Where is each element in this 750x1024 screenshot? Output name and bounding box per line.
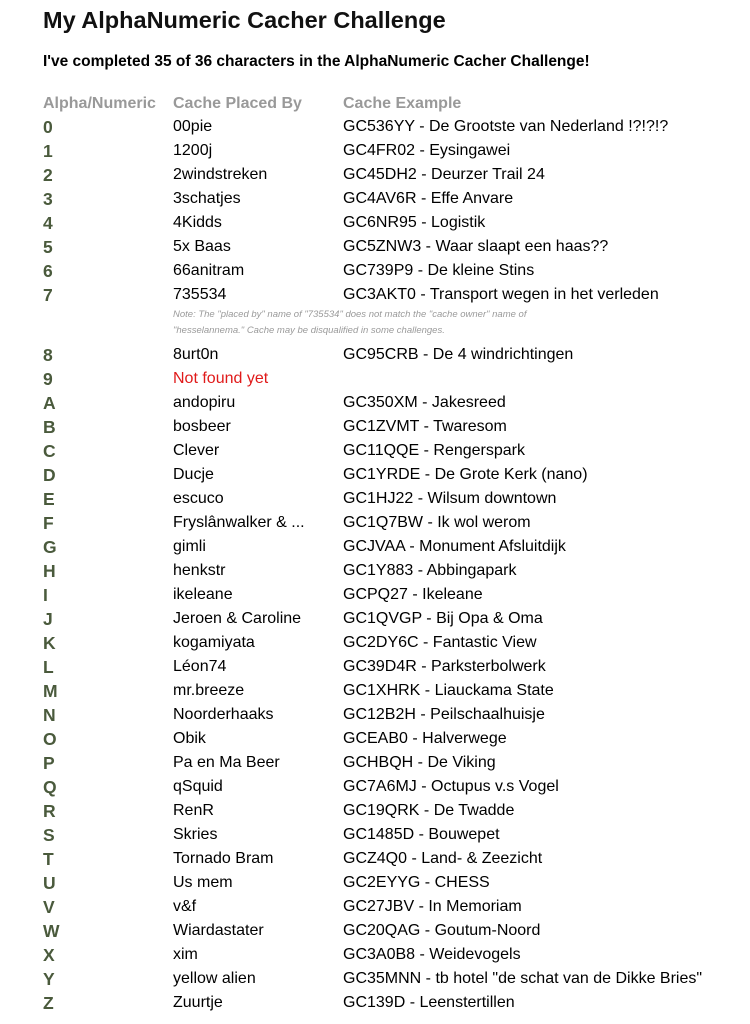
row-cache-example: GC1YRDE - De Grote Kerk (nano) — [343, 466, 588, 483]
row-placed-by: 3schatjes — [173, 190, 241, 207]
table-row — [43, 511, 743, 535]
table-row — [43, 415, 743, 439]
row-cache-example: GCJVAA - Monument Afsluitdijk — [343, 538, 566, 555]
row-cache-example: GC45DH2 - Deurzer Trail 24 — [343, 166, 545, 183]
row-cache-example: GC20QAG - Goutum-Noord — [343, 922, 541, 939]
row-cache-example: GC4FR02 - Eysingawei — [343, 142, 511, 159]
row-cache-example: GCEAB0 - Halverwege — [343, 730, 507, 747]
row-character: 6 — [43, 261, 53, 281]
row-character: 1 — [43, 141, 53, 161]
row-cache-example: GC6NR95 - Logistik — [343, 214, 486, 231]
row-character: 9 — [43, 369, 53, 389]
row-cache-example: GC2DY6C - Fantastic View — [343, 634, 537, 651]
table-row — [43, 943, 743, 967]
note-text: Note: The "placed by" name of "735534" does not match the "cache owner" name of "hesselannema." Cache may be disqualified in some challenges. — [173, 309, 527, 336]
row-placed-by: v&f — [173, 898, 197, 915]
table-row — [43, 439, 743, 463]
row-character: O — [43, 729, 57, 749]
row-placed-by: andopiru — [173, 394, 236, 411]
row-character: B — [43, 417, 56, 437]
header-cache-placed-by: Cache Placed By — [173, 95, 302, 112]
row-character: R — [43, 801, 56, 821]
row-cache-example: GC4AV6R - Effe Anvare — [343, 190, 514, 207]
row-cache-example: GC1QVGP - Bij Opa & Oma — [343, 610, 543, 627]
row-placed-by: 00pie — [173, 118, 213, 135]
row-character: N — [43, 705, 56, 725]
table-row — [43, 703, 743, 727]
row-cache-example: GC3A0B8 - Weidevogels — [343, 946, 521, 963]
row-cache-example: GC1485D - Bouwepet — [343, 826, 500, 843]
row-character: 8 — [43, 345, 53, 365]
row-placed-by: mr.breeze — [173, 682, 245, 699]
row-character: 4 — [43, 213, 53, 233]
row-character: 0 — [43, 117, 53, 137]
table-row — [43, 775, 743, 799]
table-row — [43, 211, 743, 235]
table-row — [43, 187, 743, 211]
row-cache-example: GCHBQH - De Viking — [343, 754, 496, 771]
row-placed-by: Skries — [173, 826, 218, 843]
table-row — [43, 607, 743, 631]
table-row — [43, 679, 743, 703]
table-row — [43, 895, 743, 919]
table-row — [43, 583, 743, 607]
row-placed-by: 66anitram — [173, 262, 245, 279]
table-header-row — [43, 93, 743, 115]
row-character: J — [43, 609, 53, 629]
row-character: 7 — [43, 285, 53, 305]
table-row — [43, 487, 743, 511]
page-subtitle: I've completed 35 of 36 characters in the AlphaNumeric Cacher Challenge! — [43, 53, 590, 70]
row-placed-by: 4Kidds — [173, 214, 222, 231]
row-placed-by: Jeroen & Caroline — [173, 610, 302, 627]
row-placed-by: yellow alien — [173, 970, 256, 987]
row-character: P — [43, 753, 55, 773]
table-row — [43, 991, 743, 1015]
row-placed-by: 8urt0n — [173, 346, 219, 363]
row-character: 3 — [43, 189, 53, 209]
row-placed-by: gimli — [173, 538, 206, 555]
row-placed-by: Tornado Bram — [173, 850, 274, 867]
row-character: S — [43, 825, 55, 845]
row-character: Y — [43, 969, 55, 989]
row-character: E — [43, 489, 55, 509]
row-character: 5 — [43, 237, 53, 257]
row-placed-by: 735534 — [173, 286, 227, 303]
row-cache-example: GC39D4R - Parksterbolwerk — [343, 658, 546, 675]
table-row — [43, 367, 743, 391]
row-character: L — [43, 657, 54, 677]
row-placed-by: RenR — [173, 802, 214, 819]
page-title: My AlphaNumeric Cacher Challenge — [43, 7, 446, 33]
row-cache-example: GC2EYYG - CHESS — [343, 874, 490, 891]
row-cache-example: GC1ZVMT - Twaresom — [343, 418, 507, 435]
row-cache-example: GC350XM - Jakesreed — [343, 394, 506, 411]
row-character: X — [43, 945, 55, 965]
row-cache-example: GC1Y883 - Abbingapark — [343, 562, 517, 579]
row-placed-by: escuco — [173, 490, 224, 507]
row-character: U — [43, 873, 56, 893]
row-cache-example: GC139D - Leenstertillen — [343, 994, 515, 1011]
row-placed-by: Obik — [173, 730, 206, 747]
row-placed-by: 2windstreken — [173, 166, 268, 183]
row-cache-example: GCZ4Q0 - Land- & Zeezicht — [343, 850, 543, 867]
row-character: H — [43, 561, 56, 581]
table-row — [43, 823, 743, 847]
challenge-table — [43, 93, 743, 1015]
row-placed-by: Ducje — [173, 466, 214, 483]
table-row — [43, 751, 743, 775]
table-row — [43, 967, 743, 991]
disqualification-note — [43, 307, 743, 343]
row-character: Q — [43, 777, 57, 797]
row-character: D — [43, 465, 56, 485]
row-cache-example: GC7A6MJ - Octupus v.s Vogel — [343, 778, 559, 795]
header-cache-example: Cache Example — [343, 95, 462, 112]
table-row — [43, 343, 743, 367]
row-placed-by: henkstr — [173, 562, 226, 579]
table-row — [43, 799, 743, 823]
row-character: C — [43, 441, 56, 461]
row-placed-by: 1200j — [173, 142, 213, 159]
table-row — [43, 163, 743, 187]
table-row — [43, 115, 743, 139]
row-cache-example: GC739P9 - De kleine Stins — [343, 262, 535, 279]
row-character: M — [43, 681, 58, 701]
not-found-label: Not found yet — [173, 370, 269, 387]
row-cache-example: GCPQ27 - Ikeleane — [343, 586, 483, 603]
row-placed-by: kogamiyata — [173, 634, 255, 651]
row-placed-by: qSquid — [173, 778, 223, 795]
row-character: V — [43, 897, 55, 917]
table-row — [43, 655, 743, 679]
row-character: I — [43, 585, 48, 605]
row-placed-by: 5x Baas — [173, 238, 231, 255]
row-character: A — [43, 393, 56, 413]
table-row — [43, 847, 743, 871]
table-row — [43, 235, 743, 259]
row-character: T — [43, 849, 54, 869]
table-row — [43, 631, 743, 655]
table-row — [43, 283, 743, 307]
row-placed-by: Wiardastater — [173, 922, 264, 939]
row-cache-example: GC3AKT0 - Transport wegen in het verleden — [343, 286, 659, 303]
row-cache-example: GC11QQE - Rengerspark — [343, 442, 525, 459]
row-placed-by: xim — [173, 946, 198, 963]
row-character: W — [43, 921, 60, 941]
table-row — [43, 919, 743, 943]
row-character: G — [43, 537, 57, 557]
row-cache-example: GC95CRB - De 4 windrichtingen — [343, 346, 574, 363]
table-row — [43, 259, 743, 283]
table-row — [43, 139, 743, 163]
row-cache-example: GC536YY - De Grootste van Nederland !?!?!? — [343, 118, 669, 135]
row-placed-by: Us mem — [173, 874, 233, 891]
row-cache-example: GC27JBV - In Memoriam — [343, 898, 522, 915]
row-placed-by: Léon74 — [173, 658, 227, 675]
row-placed-by: Clever — [173, 442, 220, 459]
row-placed-by: Fryslânwalker & ... — [173, 514, 305, 531]
row-cache-example: GC5ZNW3 - Waar slaapt een haas?? — [343, 238, 609, 255]
row-cache-example: GC1XHRK - Liauckama State — [343, 682, 554, 699]
row-cache-example: GC12B2H - Peilschaalhuisje — [343, 706, 545, 723]
table-row — [43, 727, 743, 751]
table-body — [43, 115, 743, 1015]
row-placed-by: Pa en Ma Beer — [173, 754, 280, 771]
row-cache-example: GC1HJ22 - Wilsum downtown — [343, 490, 557, 507]
table-row — [43, 463, 743, 487]
table-row — [43, 391, 743, 415]
row-character: Z — [43, 993, 54, 1013]
row-placed-by: Zuurtje — [173, 994, 223, 1011]
row-character: 2 — [43, 165, 53, 185]
row-character: F — [43, 513, 54, 533]
row-character: K — [43, 633, 56, 653]
row-cache-example: GC19QRK - De Twadde — [343, 802, 515, 819]
header-alpha-numeric: Alpha/Numeric — [43, 95, 156, 112]
row-placed-by: Noorderhaaks — [173, 706, 274, 723]
row-cache-example: GC35MNN - tb hotel "de schat van de Dikke Bries" — [343, 970, 703, 987]
row-placed-by: bosbeer — [173, 418, 231, 435]
row-cache-example: GC1Q7BW - Ik wol werom — [343, 514, 531, 531]
row-placed-by: ikeleane — [173, 586, 233, 603]
table-row — [43, 871, 743, 895]
table-row — [43, 535, 743, 559]
table-row — [43, 559, 743, 583]
